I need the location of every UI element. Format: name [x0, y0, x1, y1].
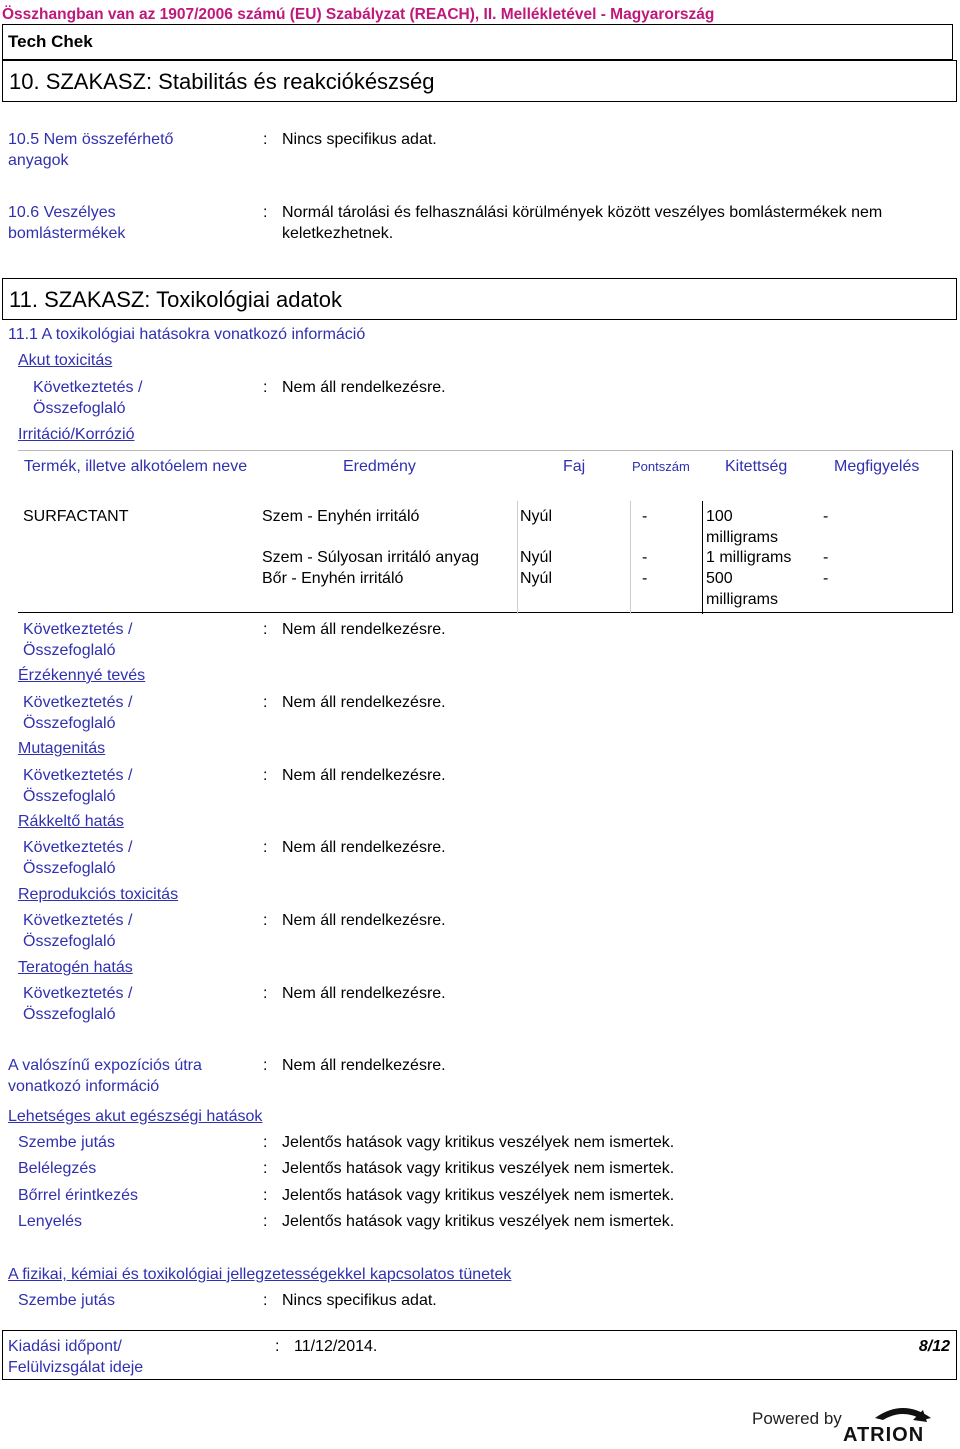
sensitization-heading: Érzékennyé tevés [18, 667, 146, 684]
teratogenicity-conclusion-label: Következtetés / Összefoglaló [23, 985, 133, 1023]
colon: : [263, 1134, 268, 1151]
table-header-observation: Megfigyelés [834, 458, 920, 475]
colon: : [263, 985, 268, 1002]
section10-5-label: 10.5 Nem összeférhető anyagok [8, 131, 174, 169]
atrion-logo [843, 1398, 958, 1446]
symptoms-eye-value: Nincs specifikus adat. [282, 1292, 437, 1309]
table-row3-observation: - [823, 570, 829, 587]
mutagenicity-heading: Mutagenitás [18, 740, 106, 757]
irritation-heading: Irritáció/Korrózió [18, 426, 135, 443]
colon: : [263, 379, 268, 396]
table-row1-observation: - [823, 508, 829, 525]
table-header-score: Pontszám [632, 459, 690, 474]
acute-health-eye-label: Szembe jutás [18, 1134, 115, 1151]
section10-5-value: Nincs specifikus adat. [282, 131, 437, 148]
colon: : [263, 839, 268, 856]
table-row1-result: Szem - Enyhén irritáló [262, 508, 420, 525]
carcinogenicity-heading: Rákkeltő hatás [18, 813, 124, 830]
colon: : [275, 1338, 280, 1355]
table-row3-score: - [642, 570, 648, 587]
table-row3-exposure: 500 milligrams [706, 570, 778, 608]
table-row1-exposure: 100 milligrams [706, 508, 778, 546]
reproductive-conclusion-value: Nem áll rendelkezésre. [282, 912, 446, 929]
sensitization-conclusion-value: Nem áll rendelkezésre. [282, 694, 446, 711]
section10-title: 10. SZAKASZ: Stabilitás és reakciókészség [9, 69, 435, 94]
acute-health-ingestion-value: Jelentős hatások vagy kritikus veszélyek nem ismertek. [282, 1213, 675, 1230]
section11-subtitle: 11.1 A toxikológiai hatásokra vonatkozó információ [8, 326, 366, 343]
footer-page-number: 8/12 [918, 1338, 950, 1355]
mutagenicity-conclusion-value: Nem áll rendelkezésre. [282, 767, 446, 784]
reproductive-conclusion-label: Következtetés / Összefoglaló [23, 912, 133, 950]
section10-6-label: 10.6 Veszélyes bomlástermékek [8, 204, 126, 242]
atrion-logo-text: ATRION [843, 1424, 925, 1446]
footer-issue-value: 11/12/2014. [294, 1338, 378, 1355]
footer-issue-label: Kiadási időpont/ Felülvizsgálat ideje [8, 1338, 144, 1376]
table-row1-species: Nyúl [520, 508, 553, 525]
section10-6-value: Normál tárolási és felhasználási körülmények között veszélyes bomlástermékek nem keletkezhetnek. [282, 204, 883, 242]
exposure-route-label: A valószínű expozíciós útra vonatkozó információ [8, 1057, 202, 1095]
colon: : [263, 131, 268, 148]
symptoms-heading: A fizikai, kémiai és toxikológiai jellegzetességekkel kapcsolatos tünetek [8, 1266, 512, 1283]
colon: : [263, 1292, 268, 1309]
carcinogenicity-conclusion-label: Következtetés / Összefoglaló [23, 839, 133, 877]
colon: : [263, 1160, 268, 1177]
colon: : [263, 204, 268, 221]
company-box [2, 24, 953, 60]
section10-title-box [2, 60, 957, 102]
table-col-divider [630, 501, 631, 614]
company-name: Tech Chek [8, 32, 93, 51]
colon: : [263, 621, 268, 638]
acute-health-eye-value: Jelentős hatások vagy kritikus veszélyek nem ismertek. [282, 1134, 675, 1151]
colon: : [263, 1187, 268, 1204]
table-row2-observation: - [823, 549, 829, 566]
section11-title: 11. SZAKASZ: Toxikológiai adatok [9, 287, 343, 312]
table-row2-result: Szem - Súlyosan irritáló anyag [262, 549, 479, 566]
powered-by-text: Powered by [752, 1409, 842, 1428]
symptoms-eye-label: Szembe jutás [18, 1292, 115, 1309]
acute-health-skin-value: Jelentős hatások vagy kritikus veszélyek nem ismertek. [282, 1187, 675, 1204]
table-row3-result: Bőr - Enyhén irritáló [262, 570, 404, 587]
irritation-conclusion-label: Következtetés / Összefoglaló [23, 621, 133, 659]
teratogenicity-conclusion-value: Nem áll rendelkezésre. [282, 985, 446, 1002]
colon: : [263, 1057, 268, 1074]
acute-health-inhalation-value: Jelentős hatások vagy kritikus veszélyek nem ismertek. [282, 1160, 675, 1177]
colon: : [263, 767, 268, 784]
table-header-exposure: Kitettség [725, 458, 788, 475]
table-header-result: Eredmény [343, 458, 416, 475]
document-header-title: Összhangban van az 1907/2006 számú (EU) Szabályzat (REACH), II. Mellékletével - Magyarország [2, 6, 715, 23]
table-header-product: Termék, illetve alkotóelem neve [23, 458, 248, 475]
footer-box [2, 1330, 957, 1380]
table-row2-exposure: 1 milligrams [706, 549, 792, 566]
colon: : [263, 912, 268, 929]
acute-health-inhalation-label: Belélegzés [18, 1160, 97, 1177]
acute-toxicity-heading: Akut toxicitás [18, 352, 113, 369]
table-row2-species: Nyúl [520, 549, 553, 566]
mutagenicity-conclusion-label: Következtetés / Összefoglaló [23, 767, 133, 805]
acute-health-skin-label: Bőrrel érintkezés [18, 1187, 139, 1204]
section11-title-box [2, 278, 957, 320]
table-col-divider [702, 501, 703, 614]
acute-conclusion-value: Nem áll rendelkezésre. [282, 379, 446, 396]
reproductive-heading: Reprodukciós toxicitás [18, 886, 179, 903]
table-row2-score: - [642, 549, 648, 566]
irritation-conclusion-value: Nem áll rendelkezésre. [282, 621, 446, 638]
exposure-route-value: Nem áll rendelkezésre. [282, 1057, 446, 1074]
acute-health-ingestion-label: Lenyelés [18, 1213, 83, 1230]
irritation-table [18, 450, 953, 613]
sensitization-conclusion-label: Következtetés / Összefoglaló [23, 694, 133, 732]
table-header-species: Faj [563, 458, 586, 475]
table-row1-score: - [642, 508, 648, 525]
table-product-name: SURFACTANT [23, 508, 129, 525]
table-col-divider [517, 501, 518, 614]
colon: : [263, 1213, 268, 1230]
acute-health-heading: Lehetséges akut egészségi hatások [8, 1108, 263, 1125]
table-row3-species: Nyúl [520, 570, 553, 587]
teratogenicity-heading: Teratogén hatás [18, 959, 133, 976]
acute-conclusion-label: Következtetés / Összefoglaló [33, 379, 143, 417]
carcinogenicity-conclusion-value: Nem áll rendelkezésre. [282, 839, 446, 856]
colon: : [263, 694, 268, 711]
